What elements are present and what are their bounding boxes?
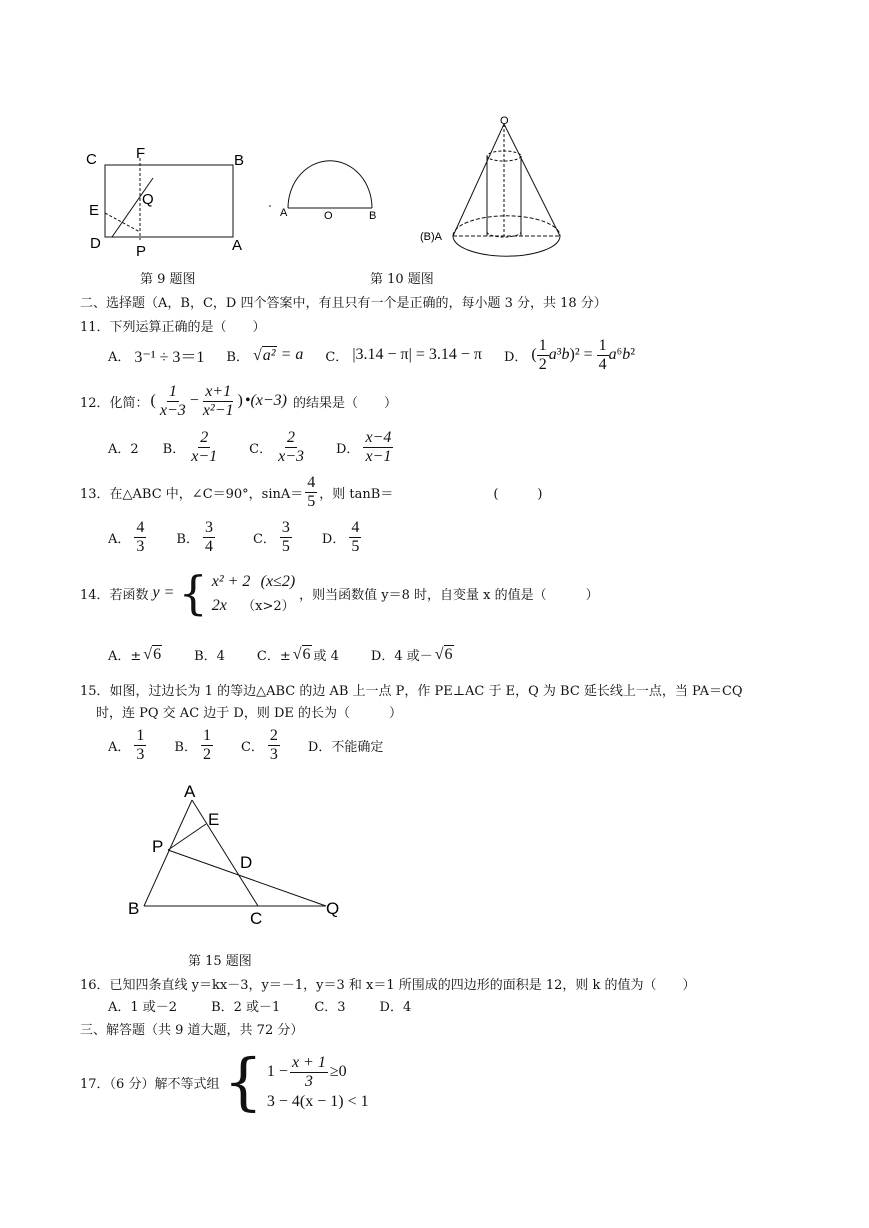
- fig10-caption: 第 10 题图: [370, 272, 434, 287]
- q14-a-label: A．±: [108, 648, 142, 664]
- q12-frac1: $\frac{1}{x-3}$: [159, 382, 186, 419]
- q15-a-frac: $\frac{1}{3}$: [136, 726, 145, 763]
- q13-paren: ( ): [493, 486, 543, 502]
- q12-c-label: C．: [249, 441, 273, 457]
- q14-d-label: D．4 或－: [370, 648, 433, 664]
- q14-c-sqrt: √6: [292, 645, 311, 663]
- q17-stem: 17．（6 分）解不等式组: [80, 1076, 220, 1092]
- q13-a-frac: $\frac{4}{3}$: [136, 518, 145, 555]
- q14-c-tail: 或 4: [313, 648, 339, 664]
- q15-line2: 时，连 PQ 交 AC 边于 D，则 DE 的长为（ ）: [96, 706, 403, 721]
- q15-line1: 15．如图，过边长为 1 的等边△ABC 的边 AB 上一点 P，作 PE⊥AC 于 E，Q 为 BC 延长线上一点，当 PA＝CQ: [80, 684, 743, 699]
- q14-stem: [80, 566, 599, 620]
- q14-cond1: (x≤2): [260, 573, 296, 590]
- fig9-caption: 第 9 题图: [140, 272, 196, 287]
- q14-d-sqrt: √6: [434, 645, 453, 663]
- q16-d: D．4: [379, 1000, 412, 1015]
- q11-c-label: C．: [325, 349, 349, 365]
- q12-tail: 的结果是（ ）: [293, 395, 398, 411]
- q17-row2: 3 − 4(x − 1) < 1: [266, 1092, 369, 1110]
- q13-d-label: D．: [321, 531, 346, 547]
- q11-b-sqrt: √a²: [252, 346, 276, 364]
- label-b: B: [234, 152, 245, 169]
- q14-options: [108, 640, 454, 668]
- cone-right-edge: [504, 124, 560, 236]
- dot: [269, 205, 271, 207]
- q15-b-frac: $\frac{1}{2}$: [202, 726, 211, 763]
- q14-brace: {: [178, 566, 208, 620]
- q15-options: [108, 722, 383, 768]
- q14-case1: x² + 2: [211, 573, 251, 590]
- fig15-caption: 第 15 题图: [188, 954, 252, 969]
- q12-d-label: D．: [336, 441, 360, 457]
- q14-b: B．4: [194, 648, 225, 664]
- q13-c-label: C．: [252, 531, 276, 547]
- q12-b-frac: $\frac{2}{x-1}$: [191, 428, 218, 465]
- label-a: A: [184, 782, 196, 801]
- q13-stem: [80, 470, 542, 514]
- figure-10-semicircle: [268, 148, 388, 228]
- label-q: Q: [142, 191, 154, 208]
- figure-15: [120, 778, 350, 928]
- q13-c-frac: $\frac{3}{5}$: [281, 518, 290, 555]
- q13-b-label: B．: [176, 531, 199, 547]
- q11-d-expr: ( $\frac{1}{2}$ a³b)² = $\frac{1}{4}$ a⁶b²: [531, 336, 636, 373]
- section-2-header: 二、选择题（A，B，C，D 四个答案中，有且只有一个是正确的，每小题 3 分，共 18 分）: [80, 296, 607, 311]
- q12-d-frac: $\frac{x-4}{x-1}$: [365, 428, 392, 465]
- label-f: F: [136, 145, 146, 162]
- q13-stem-a: 13．在△ABC 中，∠C＝90°，sinA＝: [80, 486, 304, 502]
- q12-options: [108, 424, 393, 470]
- q11-d-label: D．: [503, 349, 528, 365]
- figure-10-cone: [418, 112, 568, 262]
- q15-b-label: B．: [174, 739, 197, 755]
- q15-c-label: C．: [240, 739, 264, 755]
- q12-b-label: B．: [162, 441, 186, 457]
- q13-sin-frac: $\frac{4}{5}$: [307, 473, 316, 510]
- q14-stem-a: 14．若函数: [80, 587, 149, 603]
- label-a: A: [232, 237, 243, 254]
- q13-a-label: A．: [108, 531, 131, 547]
- q11-a-label: A．: [108, 349, 131, 365]
- q16-a: A．1 或－2: [108, 1000, 178, 1015]
- label-c: C: [86, 151, 97, 168]
- section-3-header: 三、解答题（共 9 道大题，共 72 分）: [80, 1023, 304, 1038]
- q11-b-label: B．: [226, 349, 249, 365]
- label-c: C: [250, 909, 263, 928]
- q17-system: [267, 1054, 369, 1111]
- label-d: D: [240, 853, 253, 872]
- q14-c-label: C．±: [256, 648, 291, 664]
- q12-a: A．2: [108, 441, 139, 457]
- q16-b: B．2 或－1: [211, 1000, 281, 1015]
- q11-c-expr: |3.14 − π| = 3.14 − π: [352, 346, 482, 363]
- label-a: A: [280, 207, 288, 219]
- q14-a-sqrt: √6: [143, 645, 162, 663]
- q14-case2: 2x: [211, 597, 227, 614]
- label-b: B: [128, 899, 140, 918]
- q16-stem: 16．已知四条直线 y＝kx－3，y＝－1，y＝3 和 x＝1 所围成的四边形的面积是 12，则 k 的值为（ ）: [80, 978, 696, 993]
- q13-options: [108, 514, 361, 560]
- base-back: [453, 216, 560, 236]
- q16-options: [108, 996, 411, 1015]
- q11-b-expr: = a: [280, 346, 304, 363]
- q15-c-frac: $\frac{2}{3}$: [269, 726, 278, 763]
- label-b: B: [369, 210, 377, 222]
- q17: [80, 1046, 369, 1118]
- label-o: O: [500, 115, 509, 127]
- label-e: E: [208, 810, 220, 829]
- q14-y: y =: [152, 584, 175, 601]
- q17-r1-frac: $\frac{x + 1}{3}$: [291, 1053, 326, 1090]
- label-o: O: [324, 210, 333, 222]
- q12-frac2: $\frac{x+1}{\text{x²−1}}$: [202, 382, 234, 419]
- q17-brace: {: [223, 1045, 263, 1118]
- q11-stem: 11．下列运算正确的是（ ）: [80, 320, 266, 335]
- rectangle-cbad: [105, 165, 233, 237]
- q16-c: C．3: [314, 1000, 346, 1015]
- label-ba: (B)A: [420, 231, 442, 243]
- q12-num: 12．化简：: [80, 395, 149, 411]
- label-d: D: [90, 235, 101, 252]
- label-p: P: [136, 243, 147, 260]
- figure-9: [80, 140, 260, 260]
- q13-d-frac: $\frac{4}{5}$: [351, 518, 360, 555]
- base-front: [453, 236, 560, 256]
- q13-stem-b: ，则 tanB＝: [319, 486, 394, 502]
- q17-r1b: ≥0: [329, 1063, 347, 1080]
- q17-row1: [267, 1054, 369, 1091]
- q12-mul: •(x−3): [244, 392, 287, 409]
- q11-a-expr: 3⁻¹ ÷ 3＝1: [134, 348, 205, 366]
- q14-stem-b: ，则当函数值 y＝8 时，自变量 x 的值是（ ）: [299, 587, 599, 603]
- q11-options: [108, 336, 636, 373]
- line-pe: [168, 824, 206, 850]
- q17-r1a: 1 −: [266, 1063, 288, 1080]
- semicircle-arc: [288, 161, 372, 208]
- q15-d: D．不能确定: [307, 739, 384, 755]
- q12-c-frac: $\frac{2}{x-3}$: [278, 428, 304, 465]
- q15-a-label: A．: [108, 739, 131, 755]
- label-p: P: [152, 837, 164, 856]
- label-e: E: [89, 202, 100, 219]
- q14-cases: [212, 571, 295, 615]
- q13-b-frac: $\frac{3}{4}$: [204, 518, 213, 555]
- label-q: Q: [326, 899, 340, 918]
- q12-stem: 12．化简： ( $\frac{1}{x-3}$ − $\frac{x+1}{\text{x²−1}}$ ) •(x−3) 的结果是（ ）: [80, 382, 398, 419]
- q14-cond2: （x>2）: [242, 599, 295, 614]
